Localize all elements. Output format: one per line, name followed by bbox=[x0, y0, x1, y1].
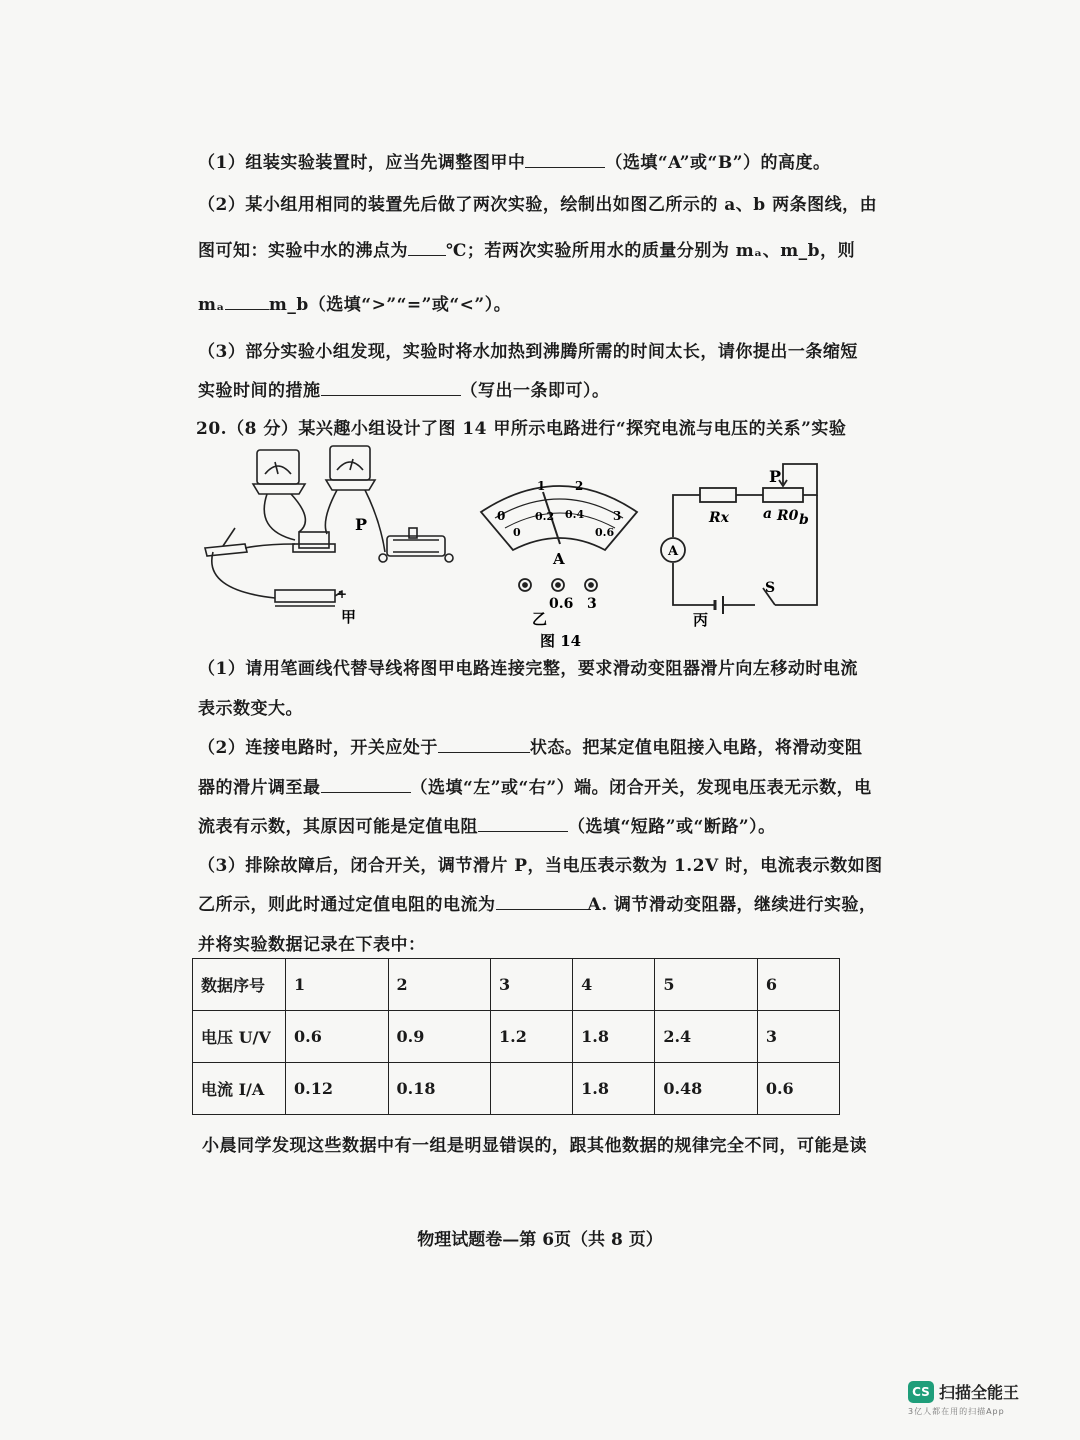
table-row: 电流 I/A 0.12 0.18 1.8 0.48 0.6 bbox=[193, 1063, 840, 1115]
answer-blank[interactable] bbox=[438, 736, 530, 753]
q19-part3-line1: （3）部分实验小组发现，实验时将水加热到沸腾所需的时间太长，请你提出一条缩短 bbox=[198, 342, 858, 362]
figure-14 bbox=[195, 440, 835, 650]
svg-text:2: 2 bbox=[575, 479, 584, 493]
svg-text:3: 3 bbox=[587, 596, 597, 612]
svg-text:b: b bbox=[799, 512, 809, 528]
circuit-schematic bbox=[661, 464, 817, 614]
fixed-resistor bbox=[299, 532, 329, 548]
page-footer: 物理试题卷—第 6页（共 8 页） bbox=[417, 1230, 663, 1250]
svg-text:Rx: Rx bbox=[709, 510, 729, 526]
svg-text:0.4: 0.4 bbox=[565, 508, 585, 521]
svg-text:P: P bbox=[769, 467, 782, 486]
svg-text:R0: R0 bbox=[777, 508, 799, 524]
q19-part3-line2: 实验时间的措施 （写出一条即可）。 bbox=[198, 381, 610, 401]
slider-label-p: P bbox=[355, 515, 368, 534]
q20-title: 20.（8 分）某兴趣小组设计了图 14 甲所示电路进行“探究电流与电压的关系”实验 bbox=[196, 419, 847, 439]
label-yi: 乙 bbox=[532, 610, 548, 628]
answer-blank[interactable] bbox=[321, 379, 461, 396]
rheostat-r0 bbox=[763, 488, 803, 502]
q19-part2-line1: （2）某小组用相同的装置先后做了两次实验，绘制出如图乙所示的 a、b 两条图线，由 bbox=[198, 195, 878, 215]
watermark-name: 扫描全能王 bbox=[939, 1383, 1020, 1402]
camscanner-logo-icon: CS bbox=[908, 1381, 934, 1403]
svg-text:S: S bbox=[765, 580, 776, 596]
q20-part2-line2: 器的滑片调至最 （选填“左”或“右”）端。闭合开关，发现电压表无示数，电 bbox=[198, 778, 872, 798]
resistor-rx bbox=[700, 488, 736, 502]
q20-part3-line1: （3）排除故障后，闭合开关，调节滑片 P，当电压表示数为 1.2V 时，电流表示数如图 bbox=[198, 856, 883, 876]
q19-part2-line2: 图可知：实验中水的沸点为 ℃；若两次实验所用水的质量分别为 mₐ、m_b，则 bbox=[198, 241, 856, 261]
circuit-figures bbox=[195, 440, 835, 650]
dial-letter-a: A bbox=[553, 550, 565, 568]
svg-text:a: a bbox=[763, 506, 773, 522]
q20-part1-line2: 表示数变大。 bbox=[198, 699, 303, 719]
rheostat bbox=[387, 536, 445, 556]
answer-blank[interactable] bbox=[525, 151, 605, 168]
svg-text:1: 1 bbox=[537, 479, 546, 493]
label-jia: 甲 bbox=[341, 608, 357, 626]
figure-caption: 图 14 bbox=[540, 632, 582, 650]
svg-text:0.6: 0.6 bbox=[549, 596, 574, 612]
answer-blank[interactable] bbox=[496, 893, 588, 910]
q20-part3-line2: 乙所示，则此时通过定值电阻的电流为 A. 调节滑动变阻器，继续进行实验， bbox=[198, 895, 877, 915]
data-table bbox=[192, 958, 840, 1115]
ammeter-device bbox=[330, 446, 370, 480]
battery bbox=[275, 590, 335, 602]
q20-part1-line1: （1）请用笔画线代替导线将图甲电路连接完整，要求滑动变阻器滑片向左移动时电流 bbox=[198, 659, 858, 679]
svg-text:A: A bbox=[668, 544, 679, 559]
scanner-watermark bbox=[908, 1380, 1019, 1417]
q20-part3-line3: 并将实验数据记录在下表中： bbox=[198, 935, 426, 955]
table-row: 数据序号 1 2 3 4 5 6 bbox=[193, 959, 840, 1011]
q19-part1: （1）组装实验装置时，应当先调整图甲中 （选填“A”或“B”）的高度。 bbox=[198, 153, 831, 173]
watermark-subtitle: 3亿人都在用的扫描App bbox=[908, 1407, 1005, 1416]
q20-part2-line3: 流表有示数，其原因可能是定值电阻 （选填“短路”或“断路”）。 bbox=[198, 817, 776, 837]
q19-part2-line3: mₐ m_b（选填“>”“=”或“<”）。 bbox=[198, 295, 512, 315]
svg-text:0: 0 bbox=[513, 526, 521, 539]
answer-blank[interactable] bbox=[408, 239, 446, 256]
answer-blank[interactable] bbox=[321, 776, 411, 793]
table-row: 电压 U/V 0.6 0.9 1.2 1.8 2.4 3 bbox=[193, 1011, 840, 1063]
switch bbox=[205, 544, 247, 556]
label-bing: 丙 bbox=[693, 611, 709, 629]
svg-text:0.6: 0.6 bbox=[595, 526, 615, 539]
answer-blank[interactable] bbox=[225, 293, 269, 310]
answer-blank[interactable] bbox=[478, 815, 568, 832]
svg-text:3: 3 bbox=[613, 509, 622, 523]
apparatus-diagram bbox=[205, 446, 453, 606]
svg-text:+: + bbox=[337, 587, 348, 601]
svg-text:0: 0 bbox=[497, 509, 506, 523]
q20-after-table: 小晨同学发现这些数据中有一组是明显错误的，跟其他数据的规律完全不同，可能是读 bbox=[202, 1136, 867, 1156]
table-cell-empty[interactable] bbox=[491, 1063, 573, 1115]
q20-part2-line1: （2）连接电路时，开关应处于 状态。把某定值电阻接入电路，将滑动变阻 bbox=[198, 738, 863, 758]
svg-text:0.2: 0.2 bbox=[535, 510, 555, 523]
voltmeter bbox=[257, 450, 299, 484]
